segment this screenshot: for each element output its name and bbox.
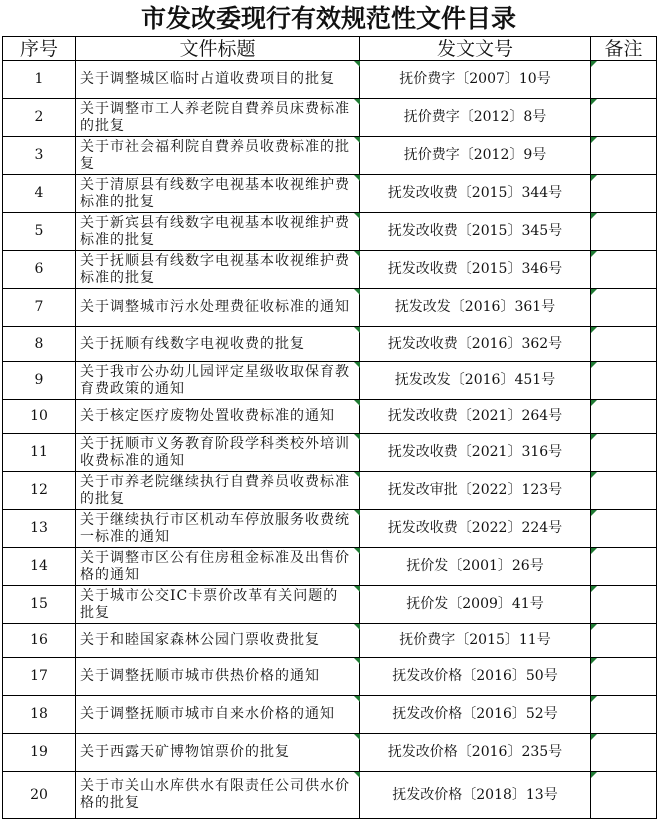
- row-remark: [591, 327, 657, 362]
- header-title: 文件标题: [76, 37, 360, 61]
- row-title: [76, 289, 360, 327]
- row-title-text: 关于新宾县有线数字电视基本收视维护费标准的批复: [80, 214, 350, 248]
- cell-green-triangle-icon: [591, 362, 597, 368]
- header-doc-number: 发文文号: [360, 37, 591, 61]
- row-title: [76, 175, 360, 213]
- row-title: [76, 434, 360, 472]
- row-remark: [591, 289, 657, 327]
- row-number: 19: [3, 734, 76, 772]
- row-title: [76, 99, 360, 137]
- table-row: [3, 251, 657, 289]
- row-remark: [591, 772, 657, 819]
- row-doc-number-text: 抚发改价格〔2016〕50号: [392, 668, 558, 684]
- row-remark: [591, 137, 657, 175]
- row-number: 9: [3, 362, 76, 400]
- table-row: [3, 510, 657, 548]
- row-remark: [591, 734, 657, 772]
- row-doc-number: [360, 99, 591, 137]
- row-number: 7: [3, 289, 76, 327]
- row-number: 12: [3, 472, 76, 510]
- row-doc-number: [360, 251, 591, 289]
- row-remark: [591, 99, 657, 137]
- row-title-text: 关于市社会福利院自費养员收费标准的批复: [80, 138, 350, 172]
- row-doc-number-text: 抚发改收费〔2021〕264号: [387, 408, 563, 424]
- row-title: [76, 137, 360, 175]
- row-doc-number: [360, 289, 591, 327]
- row-number: 6: [3, 251, 76, 289]
- cell-green-triangle-icon: [591, 510, 597, 516]
- row-doc-number: [360, 137, 591, 175]
- table-row: [3, 472, 657, 510]
- cell-green-triangle-icon: [591, 213, 597, 219]
- cell-green-triangle-icon: [591, 548, 597, 554]
- cell-green-triangle-icon: [591, 734, 597, 740]
- row-title-text: 关于清原县有线数字电视基本收视维护费标准的批复: [80, 176, 350, 210]
- row-title: [76, 362, 360, 400]
- row-title: [76, 472, 360, 510]
- row-number: 8: [3, 327, 76, 362]
- row-title: [76, 327, 360, 362]
- row-doc-number: [360, 434, 591, 472]
- row-remark: [591, 434, 657, 472]
- row-doc-number-text: 抚价费字〔2015〕11号: [399, 632, 551, 648]
- cell-green-triangle-icon: [591, 99, 597, 105]
- row-remark: [591, 400, 657, 434]
- document-list-table: [2, 36, 657, 819]
- row-title: [76, 548, 360, 586]
- row-doc-number-text: 抚价费字〔2012〕9号: [403, 147, 547, 163]
- header-remark: 备注: [591, 37, 657, 61]
- row-doc-number: [360, 772, 591, 819]
- table-row: [3, 99, 657, 137]
- row-doc-number: [360, 362, 591, 400]
- row-doc-number-text: 抚发改收费〔2022〕224号: [387, 520, 563, 536]
- row-number: 5: [3, 213, 76, 251]
- row-remark: [591, 624, 657, 658]
- row-doc-number-text: 抚发改价格〔2016〕52号: [392, 706, 558, 722]
- row-number: 10: [3, 400, 76, 434]
- cell-green-triangle-icon: [591, 772, 597, 778]
- cell-green-triangle-icon: [591, 289, 597, 295]
- table-row: [3, 362, 657, 400]
- table-row: [3, 624, 657, 658]
- cell-green-triangle-icon: [591, 61, 597, 67]
- row-doc-number: [360, 327, 591, 362]
- row-doc-number-text: 抚发改审批〔2022〕123号: [387, 482, 563, 498]
- row-doc-number-text: 抚发改收费〔2021〕316号: [387, 444, 563, 460]
- row-doc-number: [360, 624, 591, 658]
- table-row: [3, 434, 657, 472]
- row-number: 13: [3, 510, 76, 548]
- row-doc-number: [360, 734, 591, 772]
- row-title: [76, 586, 360, 624]
- row-doc-number: [360, 586, 591, 624]
- table-row: [3, 400, 657, 434]
- row-number: 2: [3, 99, 76, 137]
- row-doc-number-text: 抚价发〔2009〕41号: [406, 596, 544, 612]
- row-doc-number: [360, 61, 591, 99]
- row-doc-number: [360, 400, 591, 434]
- row-number: 20: [3, 772, 76, 819]
- page-title: 市发改委现行有效规范性文件目录: [140, 4, 516, 33]
- row-remark: [591, 251, 657, 289]
- row-title-text: 关于我市公办幼儿园评定星级收取保育教育费政策的通知: [80, 363, 350, 397]
- header-row: [3, 37, 657, 61]
- row-title-text: 关于市养老院继续执行自費养员收费标准的批复: [80, 473, 350, 507]
- row-title-text: 关于继续执行市区机动车停放服务收费统一标准的通知: [80, 511, 350, 545]
- row-title-text: 关于城市公交IC卡票价改革有关问题的批复: [80, 587, 339, 621]
- row-doc-number: [360, 213, 591, 251]
- row-doc-number-text: 抚发改收费〔2015〕344号: [387, 185, 563, 201]
- row-doc-number-text: 抚发改收费〔2015〕346号: [387, 261, 563, 277]
- row-doc-number-text: 抚发改收费〔2015〕345号: [387, 223, 563, 239]
- table-row: [3, 327, 657, 362]
- cell-green-triangle-icon: [591, 400, 597, 406]
- row-title: [76, 510, 360, 548]
- row-title-text: 关于调整抚顺市城市自来水价格的通知: [80, 706, 335, 722]
- row-title-text: 关于核定医疗废物处置收费标准的通知: [80, 408, 335, 424]
- row-title: [76, 658, 360, 696]
- row-number: 14: [3, 548, 76, 586]
- row-remark: [591, 61, 657, 99]
- row-title-text: 关于抚顺县有线数字电视基本收视维护费标准的批复: [80, 252, 350, 286]
- row-doc-number-text: 抚发改价格〔2018〕13号: [392, 786, 558, 803]
- row-title: [76, 624, 360, 658]
- row-title: [76, 213, 360, 251]
- cell-green-triangle-icon: [591, 175, 597, 181]
- row-doc-number-text: 抚发改收费〔2016〕362号: [387, 335, 563, 352]
- table-row: [3, 696, 657, 734]
- row-doc-number-text: 抚价费字〔2007〕10号: [399, 71, 551, 87]
- row-doc-number: [360, 696, 591, 734]
- row-doc-number-text: 抚发改价格〔2016〕235号: [387, 744, 563, 760]
- row-doc-number: [360, 472, 591, 510]
- row-remark: [591, 510, 657, 548]
- row-number: 18: [3, 696, 76, 734]
- cell-green-triangle-icon: [591, 658, 597, 664]
- row-title-text: 关于市关山水库供水有限责任公司供水价格的批复: [80, 778, 350, 811]
- table-row: [3, 213, 657, 251]
- table-row: [3, 658, 657, 696]
- cell-green-triangle-icon: [591, 472, 597, 478]
- cell-green-triangle-icon: [591, 696, 597, 702]
- row-title: [76, 61, 360, 99]
- row-title: [76, 734, 360, 772]
- row-number: 17: [3, 658, 76, 696]
- row-doc-number-text: 抚价费字〔2012〕8号: [403, 109, 547, 125]
- row-remark: [591, 213, 657, 251]
- row-doc-number: [360, 175, 591, 213]
- row-title-text: 关于西露天矿博物馆票价的批复: [80, 744, 290, 760]
- row-title: [76, 400, 360, 434]
- row-title-text: 关于抚顺有线数字电视收费的批复: [80, 335, 305, 352]
- row-number: 1: [3, 61, 76, 99]
- row-title: [76, 772, 360, 819]
- row-title-text: 关于调整市工人养老院自費养员床费标准的批复: [80, 100, 350, 134]
- cell-green-triangle-icon: [591, 434, 597, 440]
- table-row: [3, 61, 657, 99]
- row-title-text: 关于调整抚顺市城市供热价格的通知: [80, 668, 320, 684]
- row-number: 11: [3, 434, 76, 472]
- cell-green-triangle-icon: [591, 586, 597, 592]
- table-row: [3, 734, 657, 772]
- table-row: [3, 175, 657, 213]
- row-doc-number: [360, 510, 591, 548]
- table-body: [3, 61, 657, 819]
- row-doc-number-text: 抚发改发〔2016〕361号: [394, 299, 556, 315]
- row-number: 4: [3, 175, 76, 213]
- row-doc-number: [360, 658, 591, 696]
- row-number: 15: [3, 586, 76, 624]
- row-title-text: 关于调整市区公有住房租金标准及出售价格的通知: [80, 549, 350, 583]
- row-remark: [591, 362, 657, 400]
- row-title: [76, 696, 360, 734]
- row-remark: [591, 472, 657, 510]
- row-remark: [591, 175, 657, 213]
- table-row: [3, 772, 657, 819]
- cell-green-triangle-icon: [591, 327, 597, 333]
- row-number: 3: [3, 137, 76, 175]
- cell-green-triangle-icon: [591, 137, 597, 143]
- table-row: [3, 137, 657, 175]
- row-remark: [591, 586, 657, 624]
- table-row: [3, 548, 657, 586]
- table-row: [3, 586, 657, 624]
- row-remark: [591, 548, 657, 586]
- row-remark: [591, 696, 657, 734]
- row-title-text: 关于抚顺市义务教育阶段学科类校外培训收费标准的通知: [80, 435, 350, 469]
- row-title: [76, 251, 360, 289]
- header-no: 序号: [3, 37, 76, 61]
- table-row: [3, 289, 657, 327]
- row-doc-number-text: 抚发改发〔2016〕451号: [394, 372, 556, 388]
- cell-green-triangle-icon: [591, 624, 597, 630]
- row-title-text: 关于和睦国家森林公园门票收费批复: [80, 632, 320, 648]
- row-title-text: 关于调整城区临时占道收费项目的批复: [80, 71, 335, 87]
- row-doc-number: [360, 548, 591, 586]
- cell-green-triangle-icon: [591, 251, 597, 257]
- row-title-text: 关于调整城市污水处理费征收标准的通知: [80, 299, 350, 315]
- row-number: 16: [3, 624, 76, 658]
- row-remark: [591, 658, 657, 696]
- row-doc-number-text: 抚价发〔2001〕26号: [406, 558, 544, 574]
